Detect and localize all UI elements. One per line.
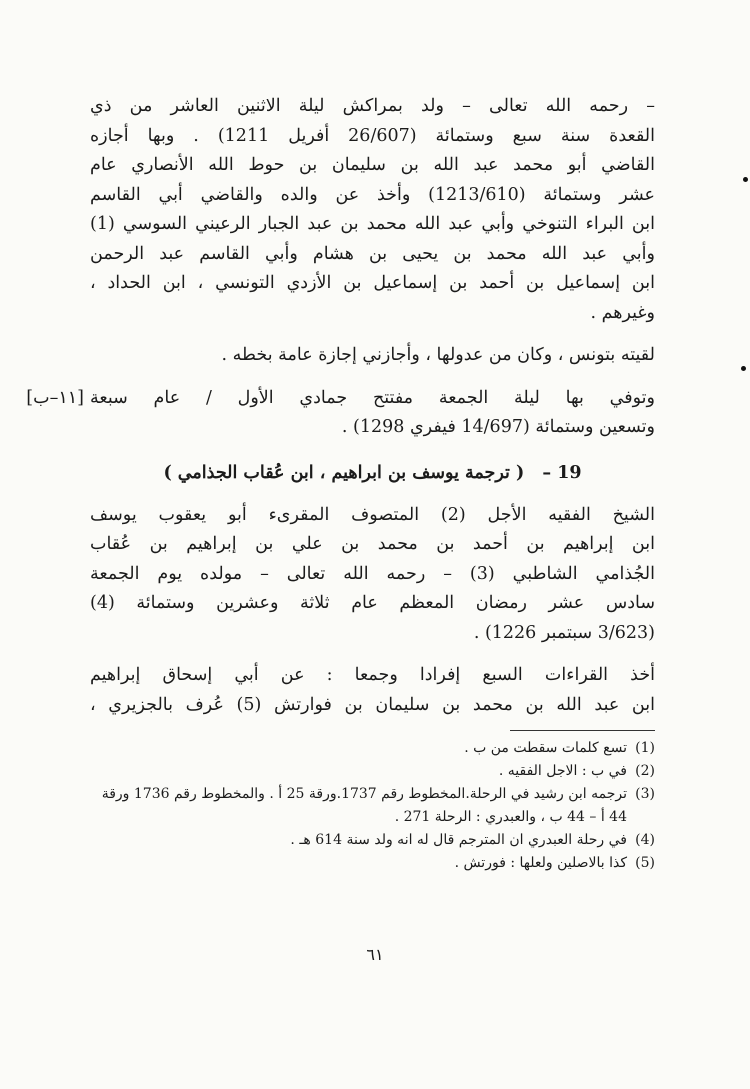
- heading-number: 19 –: [542, 462, 582, 483]
- footnote-number: (5): [635, 855, 655, 871]
- footnote-number: (4): [635, 832, 655, 848]
- footnote: [90, 783, 655, 829]
- paragraph-2: [90, 341, 655, 371]
- text-line: ابن إبراهيم بن أحمد بن محمد بن علي بن إبراهيم بن عُقاب: [90, 534, 655, 554]
- text-line: سادس عشر رمضان المعظم عام ثلاثة وعشرين وستمائة (4): [90, 593, 655, 613]
- text-line: القاضي أبو محمد عبد الله بن سليمان بن حوط الله الأنصاري عام: [90, 155, 655, 175]
- text-line: القعدة سنة سبع وستمائة (26/607 أفريل 1211) . وبها أجازه: [90, 125, 655, 146]
- folio-marker: [١١–ب]: [26, 387, 84, 408]
- footnote-text: تسع كلمات سقطت من ب .: [464, 740, 627, 756]
- footnote-text: في ب : الاجل الفقيه .: [498, 763, 627, 779]
- text-line: وتوفي بها ليلة الجمعة مفتتح جمادي الأول / عام سبعة: [90, 387, 655, 408]
- footnote-divider: [510, 730, 655, 731]
- footnote: [90, 852, 655, 875]
- heading-title: ( ترجمة يوسف بن ابراهيم ، ابن عُقاب الجذامي ): [163, 462, 525, 483]
- paragraph-5: [90, 661, 655, 720]
- footnote-text: كذا بالاصلين ولعلها : فورتش .: [454, 855, 627, 871]
- text-line: لقيته بتونس ، وكان من عدولها ، وأجازني إجازة عامة بخطه .: [221, 345, 655, 365]
- page-number: ٦١: [366, 945, 384, 964]
- footnote-number: (2): [635, 763, 655, 779]
- paragraph-4: [90, 501, 655, 649]
- footnote-text: في رحلة العبدري ان المترجم قال له انه ولد سنة 614 هـ .: [290, 832, 627, 848]
- text-line: وغيرهم .: [590, 302, 655, 323]
- footnote-number: (3): [635, 786, 655, 802]
- text-line: عشر وستمائة (1213/610) وأخذ عن والده والقاضي أبي القاسم: [90, 184, 655, 205]
- text-line: ابن إسماعيل بن أحمد بن إسماعيل بن الأزدي التونسي ، ابن الحداد ،: [90, 273, 655, 293]
- footnote: [90, 737, 655, 760]
- margin-dot-icon: [743, 177, 748, 182]
- paragraph-1: [90, 92, 655, 328]
- margin-dot-icon: [741, 366, 746, 371]
- footnotes: [90, 737, 655, 875]
- paragraph-3: [26, 384, 655, 443]
- section-heading: [90, 457, 655, 489]
- text-line: الجُذامي الشاطبي (3) – رحمه الله تعالى – مولده يوم الجمعة: [90, 563, 656, 584]
- footnote: [90, 760, 655, 783]
- footnote: [90, 829, 655, 852]
- page-body: [26, 92, 656, 875]
- text-line: (3/623 سبتمبر 1226) .: [473, 622, 655, 643]
- text-line: وتسعين وستمائة (14/697 فيفري 1298) .: [341, 417, 655, 437]
- footnote-text: ترجمه ابن رشيد في الرحلة.المخطوط رقم 1737.ورقة 25 أ . والمخطوط رقم 1736 ورقة 44 أ – 44 ب ، والعبدري : الرحلة 271 .: [101, 786, 627, 825]
- text-line: الشيخ الفقيه الأجل (2) المتصوف المقرىء أبو يعقوب يوسف: [90, 504, 655, 525]
- footnote-number: (1): [635, 740, 655, 756]
- text-line: أخذ القراءات السبع إفرادا وجمعا : عن أبي إسحاق إبراهيم: [90, 665, 655, 685]
- text-line: – رحمه الله تعالى – ولد بمراكش ليلة الاثنين العاشر من ذي: [90, 96, 655, 116]
- text-line: وأبي عبد الله محمد بن يحيى بن هشام وأبي القاسم عبد الرحمن: [90, 243, 655, 264]
- text-line: ابن عبد الله بن محمد بن سليمان بن فوارتش (5) عُرف بالجزيري ،: [90, 694, 655, 715]
- text-line: ابن البراء التنوخي وأبي عبد الله محمد بن عبد الجبار الرعيني السوسي (1): [90, 214, 655, 234]
